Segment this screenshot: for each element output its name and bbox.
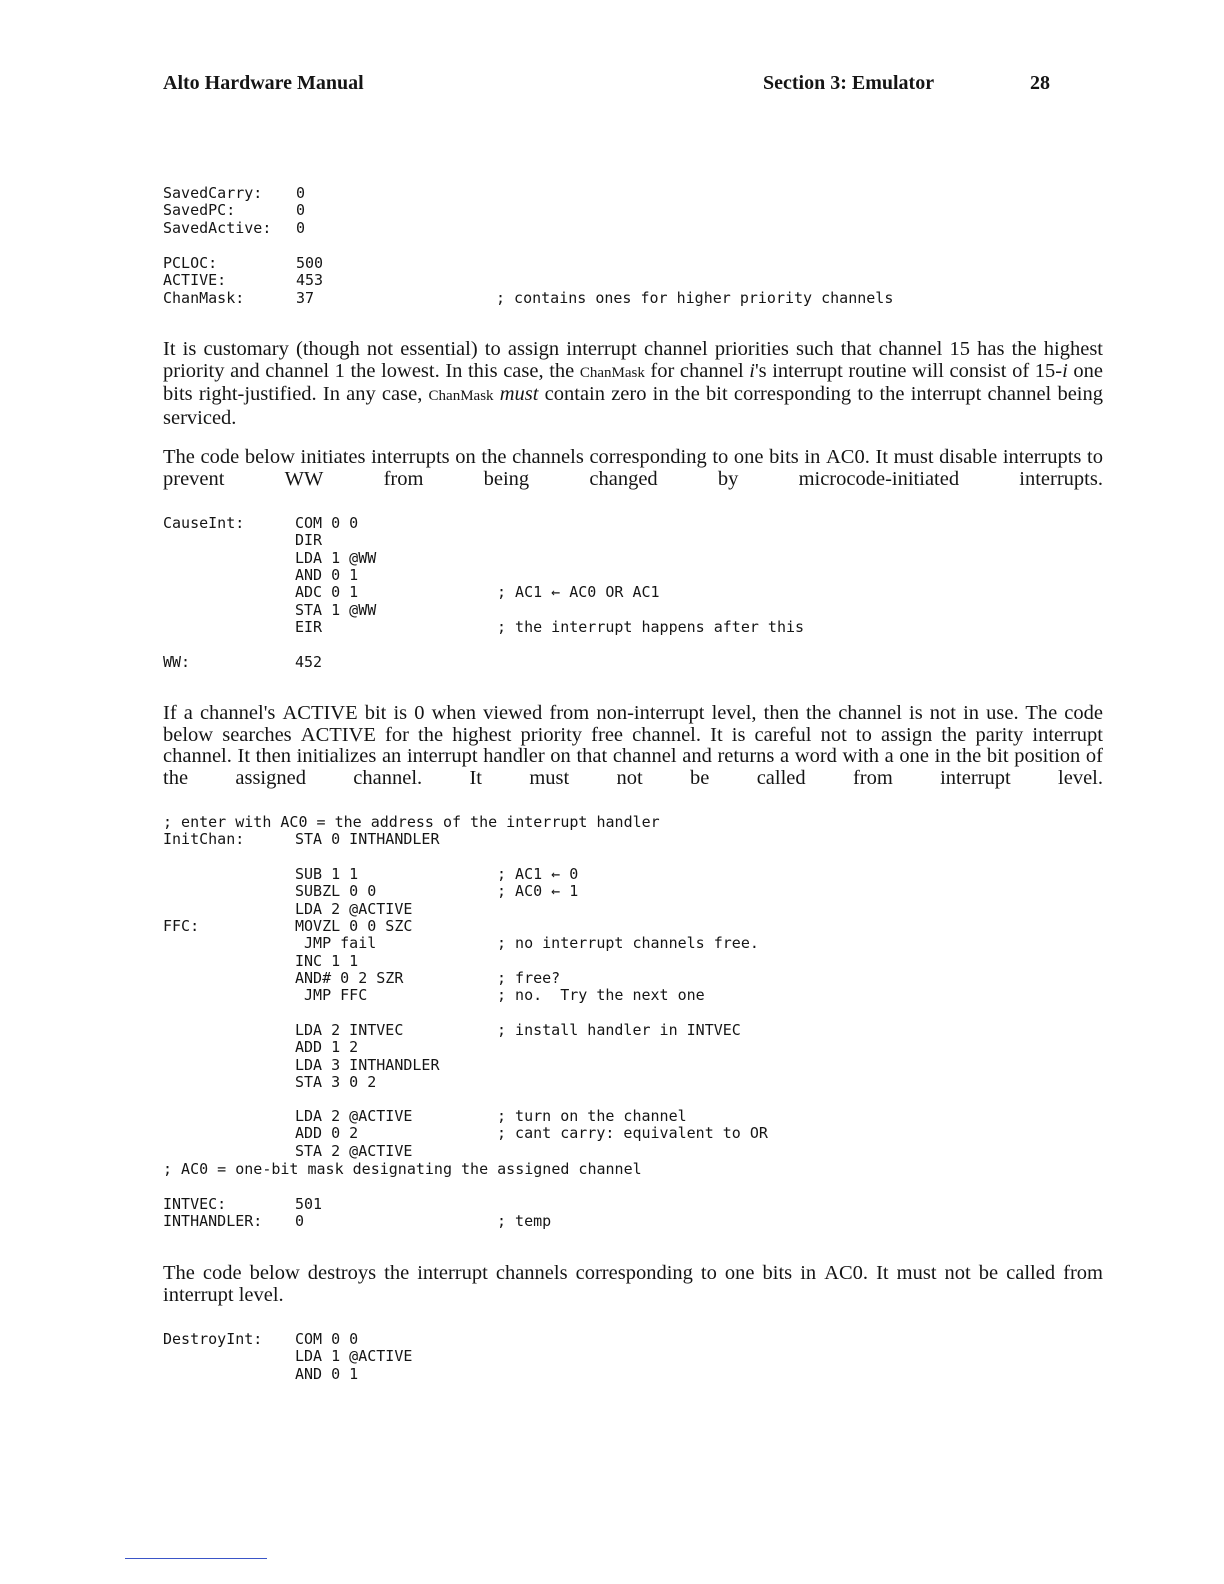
code-instruction: INC 1 1 <box>295 951 359 970</box>
code-instruction: LDA 1 @WW <box>295 548 377 567</box>
code-value: 0 <box>296 218 306 237</box>
code-instruction: MOVZL 0 0 SZC <box>295 916 413 935</box>
footnote-rule <box>125 1558 267 1559</box>
code-value: 0 <box>296 201 306 220</box>
code-comment: ; free? <box>497 968 561 987</box>
ww-label: WW: <box>163 653 191 671</box>
code-instruction: ADD 0 2 <box>295 1124 359 1143</box>
code-instruction: COM 0 0 <box>295 514 359 532</box>
code-label: InitChan: <box>163 830 245 848</box>
code-comment: ; turn on the channel <box>497 1107 687 1125</box>
code-label: INTVEC: <box>163 1195 227 1213</box>
code-value: 0 <box>295 1212 305 1231</box>
code-comment: ; AC1 ← AC0 OR AC1 <box>497 583 660 602</box>
code-label: SavedPC: <box>163 201 236 220</box>
code-label: CauseInt: <box>163 514 245 532</box>
code-label: DestroyInt: <box>163 1330 263 1348</box>
initchan-entry-comment: ; enter with AC0 = the address of the interrupt handler <box>163 813 660 831</box>
code-instruction: SUB 1 1 <box>295 865 359 883</box>
paragraph-initchan: If a channel's ACTIVE bit is 0 when viewed from non-interrupt level, then the channel is not in use. The code below searches ACTIVE for the highest priority free channel. It is careful not to assign the parity interrupt channel. It then initializes an interrupt handler on that channel and returns a word with a one in the bit position of the assigned channel. It must not be called from interrupt level. <box>163 702 1103 789</box>
code-instruction: ADC 0 1 <box>295 583 359 602</box>
code-label: ACTIVE: <box>163 271 227 290</box>
code-instruction: STA 1 @WW <box>295 600 377 619</box>
ac0-result-comment: ; AC0 = one-bit mask designating the assigned channel <box>163 1160 642 1178</box>
code-value: 37 <box>296 288 315 307</box>
code-comment: ; cant carry: equivalent to OR <box>497 1124 768 1143</box>
code-label: PCLOC: <box>163 254 218 272</box>
ww-value: 452 <box>295 653 323 671</box>
section-title: Section 3: Emulator <box>763 72 935 94</box>
code-instruction: STA 3 0 2 <box>295 1072 377 1091</box>
running-title: Alto Hardware Manual <box>163 72 364 94</box>
page-number: 28 <box>1030 72 1050 94</box>
code-comment: ; AC0 ← 1 <box>497 882 579 901</box>
code-instruction: AND 0 1 <box>295 565 359 584</box>
code-value: 0 <box>296 184 306 202</box>
code-comment: ; the interrupt happens after this <box>497 617 805 636</box>
code-value: 500 <box>296 254 324 272</box>
code-label: SavedActive: <box>163 218 272 237</box>
code-instruction: STA 2 @ACTIVE <box>295 1141 413 1160</box>
code-instruction: JMP fail <box>295 934 377 953</box>
code-instruction: LDA 2 @ACTIVE <box>295 1107 413 1125</box>
code-instruction: LDA 3 INTHANDLER <box>295 1055 440 1074</box>
code-instruction: COM 0 0 <box>295 1330 359 1348</box>
code-label: INTHANDLER: <box>163 1212 263 1231</box>
code-instruction: SUBZL 0 0 <box>295 882 377 901</box>
code-value: 501 <box>295 1195 323 1213</box>
code-instruction: LDA 2 @ACTIVE <box>295 899 413 918</box>
code-label: FFC: <box>163 916 200 935</box>
code-instruction: EIR <box>295 617 323 636</box>
paragraph-causeint: The code below initiates interrupts on the channels corresponding to one bits in AC0. It must disable interrupts to prevent WW from being changed by microcode-initiated interrupts. <box>163 446 1103 490</box>
code-instruction: AND 0 1 <box>295 1364 359 1383</box>
paragraph-priorities: It is customary (though not essential) to assign interrupt channel priorities such that channel 15 has the highest priority and channel 1 the lowest. In this case, the ChanMask for channel i's interrupt routine will consist of 15-i one bits right-justified. In any case, ChanMask must contain zero in the bit corresponding to the interrupt channel being serviced. <box>163 338 1103 429</box>
code-instruction: LDA 1 @ACTIVE <box>295 1347 413 1366</box>
code-comment: ; contains ones for higher priority channels <box>496 288 894 307</box>
code-instruction: JMP FFC <box>295 986 368 1005</box>
code-instruction: DIR <box>295 531 323 550</box>
code-comment: ; temp <box>497 1212 552 1231</box>
code-instruction: AND# 0 2 SZR <box>295 968 404 987</box>
paragraph-destroyint: The code below destroys the interrupt channels corresponding to one bits in AC0. It must not be called from interrupt level. <box>163 1262 1103 1306</box>
code-instruction: LDA 2 INTVEC <box>295 1021 404 1039</box>
code-comment: ; no. Try the next one <box>497 986 705 1005</box>
code-label: ChanMask: <box>163 288 245 307</box>
code-value: 453 <box>296 271 324 290</box>
code-comment: ; AC1 ← 0 <box>497 865 579 883</box>
code-instruction: ADD 1 2 <box>295 1038 359 1057</box>
code-comment: ; no interrupt channels free. <box>497 934 759 953</box>
code-instruction: STA 0 INTHANDLER <box>295 830 440 848</box>
code-comment: ; install handler in INTVEC <box>497 1021 741 1039</box>
code-label: SavedCarry: <box>163 184 263 202</box>
